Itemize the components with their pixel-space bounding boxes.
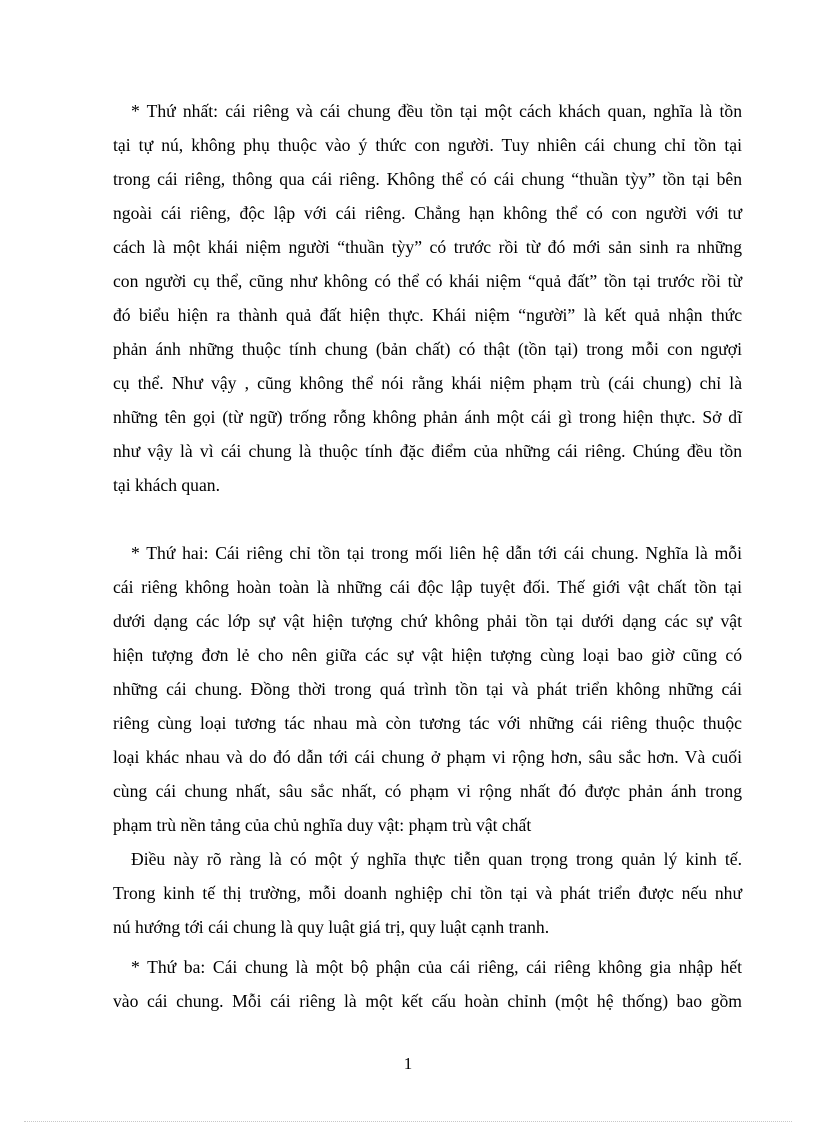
text-line: * Thứ ba: Cái chung là một bộ phận của cái riêng, cái riêng không gia nhập hết — [131, 957, 742, 977]
text-line: phản ánh những thuộc tính chung (bản chất) có thật (tồn tại) trong mỗi con ngượi — [113, 339, 742, 359]
text-line: cụ thể. Như vậy , cũng không thể nói rằng khái niệm phạm trù (cái chung) chỉ là — [113, 373, 742, 393]
text-line: Trong kinh tế thị trường, mỗi doanh nghiệp chỉ tồn tại và phát triển được nếu như — [113, 883, 742, 903]
text-line: tại tự nú, không phụ thuộc vào ý thức con người. Tuy nhiên cái chung chỉ tồn tại — [113, 135, 742, 155]
text-line: phạm trù nền tảng của chủ nghĩa duy vật: phạm trù vật chất — [113, 815, 532, 835]
text-line: Điều này rõ ràng là có một ý nghĩa thực tiễn quan trọng trong quản lý kinh tế. — [131, 849, 742, 869]
text-line: cùng cái chung nhất, sâu sắc nhất, có phạm vi rộng nhất đó được phản ánh trong — [113, 781, 742, 801]
text-line: ngoài cái riêng, độc lập với cái riêng. Chẳng hạn không thể có con người với tư — [113, 203, 742, 223]
text-line: hiện tượng đơn lẻ cho nên giữa các sự vật hiện tượng cùng loại bao giờ cũng có — [113, 645, 742, 665]
text-line: * Thứ nhất: cái riêng và cái chung đều tồn tại một cách khách quan, nghĩa là tồn — [131, 101, 742, 121]
footer-divider — [24, 1121, 792, 1122]
text-line: vào cái chung. Mỗi cái riêng là một kết cấu hoàn chỉnh (một hệ thống) bao gồm — [113, 991, 742, 1011]
text-line: con người cụ thể, cũng như không có thể có khái niệm “quả đất” tồn tại trước rồi từ — [113, 271, 742, 291]
text-line: những tên gọi (từ ngữ) trống rỗng không phản ánh một cái gì trong hiện thực. Sở dĩ — [113, 407, 742, 427]
text-line: như vậy là vì cái chung là thuộc tính đặc điểm của những cái riêng. Chúng đều tồn — [113, 441, 742, 461]
text-line: những cái chung. Đồng thời trong quá trình tồn tại và phát triển không những cái — [113, 679, 742, 699]
text-line: cái riêng không hoàn toàn là những cái độc lập tuyệt đối. Thế giới vật chất tồn tại — [113, 577, 742, 597]
text-line: nú hướng tới cái chung là quy luật giá trị, quy luật cạnh tranh. — [113, 917, 550, 937]
text-line: tại khách quan. — [113, 475, 220, 495]
text-line: dưới dạng các lớp sự vật hiện tượng chứ không phải tồn tại dưới dạng các sự vật — [113, 611, 742, 631]
text-line: trong cái riêng, thông qua cái riêng. Không thể có cái chung “thuần tỳy” tồn tại bên — [113, 169, 742, 189]
text-line: đó biểu hiện ra thành quả đất hiện thực. Khái niệm “người” là kết quả nhận thức — [113, 305, 742, 325]
text-line: * Thứ hai: Cái riêng chỉ tồn tại trong mối liên hệ dẫn tới cái chung. Nghĩa là mỗi — [131, 543, 742, 563]
text-line: loại khác nhau và do đó dẫn tới cái chung ở phạm vi rộng hơn, sâu sắc hơn. Và cuối — [113, 747, 742, 767]
text-line: riêng cùng loại tương tác nhau mà còn tương tác với những cái riêng thuộc thuộc — [113, 713, 742, 733]
page-number: 1 — [403, 1054, 413, 1073]
text-line: cách là một khái niệm người “thuần tỳy” có trước rồi từ đó mới sản sinh ra những — [113, 237, 742, 257]
